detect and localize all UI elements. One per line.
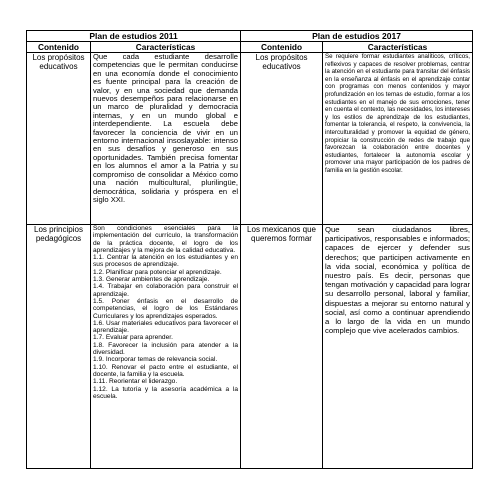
contenido-cell-2017: Los mexicanos que queremos formar [241,225,323,469]
plan-header-row [27,31,473,42]
plan-2017-heading: Plan de estudios 2017 [241,31,473,42]
caracteristicas-cell-2017: Que sean ciudadanos libres, participativos, responsables e informados; capaces de ejercer y defender sus derechos; que participen activamente en la vida social, económica y política de nuestro país. Es decir, personas que tengan motivación y capacidad para lograr su desarrollo personal, laboral y familiar, dispuestas a mejorar su entorno natural y social, así como a continuar aprendiendo a lo largo de la vida en un mundo complejo que vive acelerados cambios. [323,225,473,469]
caracteristicas-cell-2017: Se requiere formar estudiantes analíticos, críticos, reflexivos y capaces de resolver problemas, centrar la atención en el estudiante para transitar del énfasis en la enseñanza al énfasis en el aprendizaje contar con programas con menos contenidos y mayor profundización en los temas de estudio, formar a los estudiantes en el manejo de sus emociones, tener en cuenta el contexto, las necesidades, los intereses y los estilos de aprendizaje de los estudiantes, fomentar la tolerancia, el respeto, la convivencia, la interculturalidad y promover la equidad de género, propiciar la construcción de redes de trabajo que favorezcan la colaboración entre docentes y estudiantes, fortalecer la autonomía escolar y promover una mayor participación de los padres de familia en la gestión escolar. [323,53,473,225]
principle-item: 1.4. Trabajar en colaboración para construir el aprendizaje. [93,283,239,298]
principle-item: 1.2. Planificar para potenciar el aprendizaje. [93,268,222,276]
principle-item: 1.11. Reorientar el liderazgo. [93,378,178,386]
principles-intro: Son condiciones esenciales para la implementación del currículo, la transformación de la práctica docente, el logro de los aprendizajes y la mejora de la calidad educativa. [93,225,239,254]
comparison-document [26,30,472,469]
principle-item: 1.12. La tutoría y la asesoría académica a la escuela. [93,385,239,400]
contenido-cell-2011: Los propósitos educativos [27,53,91,225]
principle-item: 1.8. Favorecer la inclusión para atender a la diversidad. [93,341,239,357]
principle-item: 1.7. Evaluar para aprender. [93,334,173,342]
principle-item: 1.3. Generar ambientes de aprendizaje. [93,276,210,284]
principle-item: 1.5. Poner énfasis en el desarrollo de competencias, el logro de los Estándares Curriculares y los aprendizajes esperados. [93,297,239,320]
comparison-table [26,30,473,469]
column-header-row [27,42,473,53]
contenido-cell-2017: Los propósitos educativos [241,53,323,225]
column-header-caracteristicas-2011: Características [91,42,241,53]
principle-item: 1.10. Renovar el pacto entre el estudiante, el docente, la familia y la escuela. [93,363,239,378]
plan-2011-heading: Plan de estudios 2011 [27,31,241,42]
principle-item: 1.6. Usar materiales educativos para favorecer el aprendizaje. [93,319,239,335]
column-header-caracteristicas-2017: Características [323,42,473,53]
caracteristicas-cell-2011: Que cada estudiante desarrolle competencias que le permitan conducirse en una economía donde el conocimiento es fuente principal para la creación de valor, y en una sociedad que demanda nuevos desempeños para relacionarse en un marco de pluralidad y democracia internas, y en un mundo global e interdependiente. La escuela debe favorecer la conciencia de vivir en un entorno internacional insoslayable: intenso en sus desafíos y generoso en sus oportunidades. También precisa fomentar en los alumnos el amor a la Patria y su compromiso de consolidar a México como una nación multicultural, plurilingüe, democrática, solidaria y próspera en el siglo XXI. [91,53,241,225]
table-row [27,53,473,225]
principle-item: 1.9. Incorporar temas de relevancia social. [93,356,218,364]
principle-item: 1.1. Centrar la atención en los estudiantes y en sus procesos de aprendizaje. [93,254,239,269]
contenido-cell-2011: Los principios pedagógicos [27,225,91,469]
column-header-contenido-2011: Contenido [27,42,91,53]
caracteristicas-cell-2011 [91,225,241,469]
column-header-contenido-2017: Contenido [241,42,323,53]
table-row [27,225,473,469]
